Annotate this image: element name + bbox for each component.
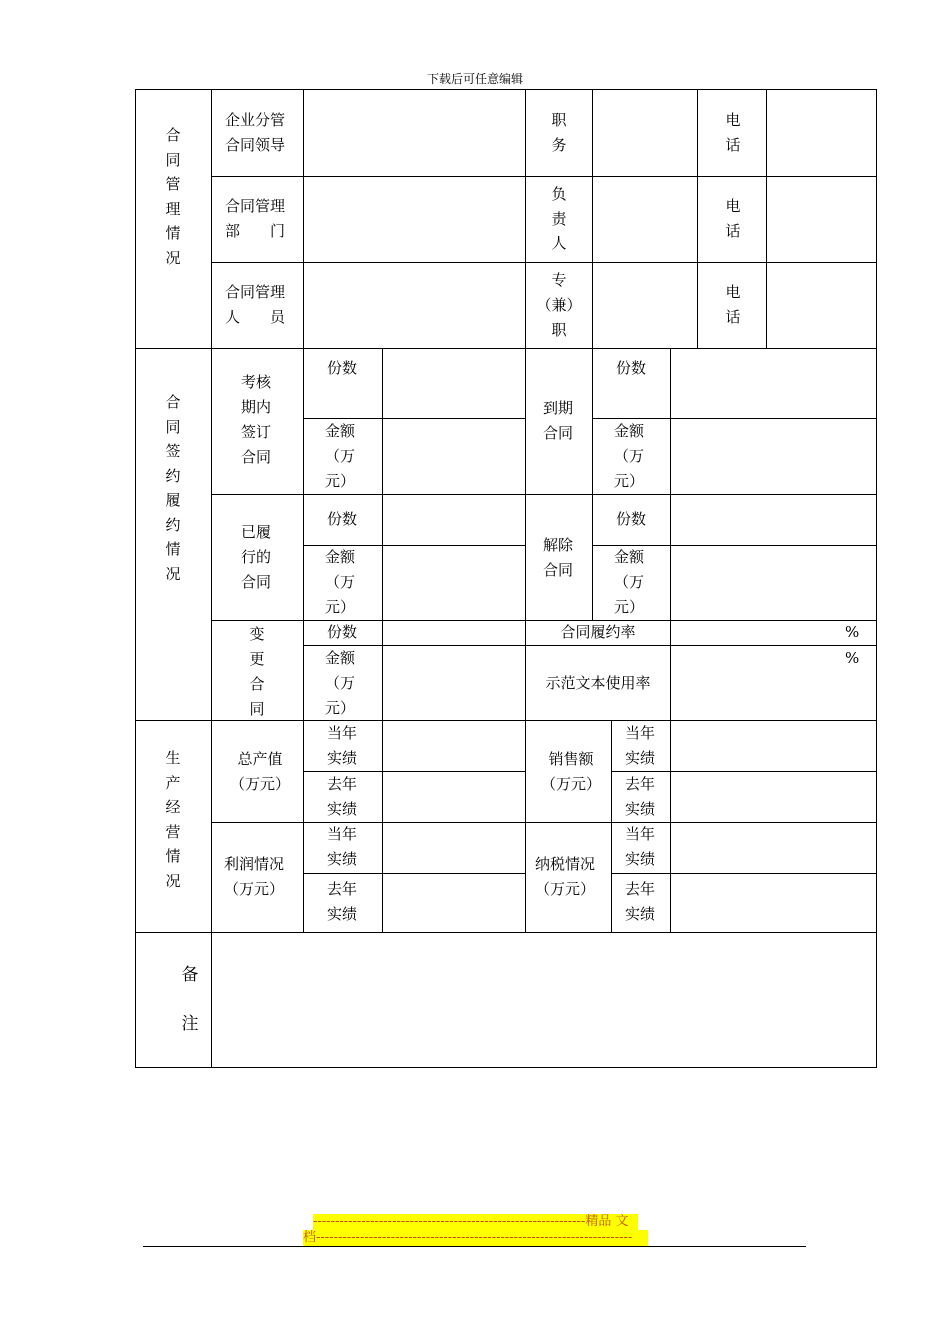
- performed-count-label: 份数: [327, 510, 358, 528]
- header-note: 下载后可任意编辑: [426, 72, 523, 86]
- mgmt-row1-mid: 职 务: [551, 111, 567, 154]
- period-count-label: 份数: [327, 359, 358, 377]
- sales-last-label: 去年 实绩: [625, 775, 656, 818]
- terminated-count-label: 份数: [616, 510, 647, 528]
- terminated-count-value[interactable]: [670, 494, 877, 546]
- sign-section-label: 合 同 签 约 履 约 情 况: [165, 393, 181, 583]
- footer-line-1: --------------------------------------------------------------精品 文: [313, 1214, 638, 1230]
- changed-label: 变 更 合 同: [249, 625, 265, 718]
- performed-count-value[interactable]: [382, 494, 526, 546]
- period-signed-label: 考核 期内 签订 合同: [241, 373, 272, 466]
- mgmt-row1-phone-value[interactable]: [766, 89, 877, 177]
- profit-this-value[interactable]: [382, 822, 526, 874]
- profit-this-label: 当年 实绩: [327, 825, 358, 868]
- mgmt-row2-mid: 负 责 人: [551, 185, 567, 252]
- period-count-value[interactable]: [382, 348, 526, 419]
- footer-line-2: 档------------------------------------------------------------------------: [303, 1230, 648, 1246]
- expired-amount-value[interactable]: [670, 418, 877, 495]
- changed-count-label: 份数: [327, 623, 358, 641]
- expired-count-value[interactable]: [670, 348, 877, 419]
- output-last-label: 去年 实绩: [327, 775, 358, 818]
- performed-amount-label: 金额 （万 元）: [325, 548, 356, 616]
- mgmt-row2-label: 合同管理 部 门: [225, 197, 286, 240]
- mgmt-row1-value[interactable]: [303, 89, 526, 177]
- performed-amount-value[interactable]: [382, 545, 526, 621]
- template-rate-label: 示范文本使用率: [545, 674, 651, 692]
- terminated-label: 解除 合同: [543, 536, 574, 579]
- expired-amount-label: 金额 （万 元）: [614, 422, 645, 490]
- remarks-label-cell: [135, 932, 212, 1068]
- profit-last-label: 去年 实绩: [327, 880, 358, 923]
- mgmt-row2-phone: 电 话: [725, 197, 741, 240]
- mgmt-row2-mid-value[interactable]: [592, 176, 698, 263]
- mgmt-row3-label: 合同管理 人 员: [225, 283, 286, 326]
- mgmt-row3-value[interactable]: [303, 262, 526, 349]
- changed-amount-label: 金额 （万 元）: [325, 649, 356, 717]
- output-label: 总产值 （万元）: [230, 750, 291, 793]
- template-rate-percent: %: [845, 649, 860, 667]
- output-last-value[interactable]: [382, 771, 526, 823]
- tax-label: 纳税情况 （万元）: [535, 855, 596, 898]
- sales-this-value[interactable]: [670, 720, 877, 772]
- terminated-amount-value[interactable]: [670, 545, 877, 621]
- mgmt-row1-mid-value[interactable]: [592, 89, 698, 177]
- output-this-value[interactable]: [382, 720, 526, 772]
- expired-label: 到期 合同: [543, 399, 574, 442]
- mgmt-row1-phone: 电 话: [725, 111, 741, 154]
- remarks-label: 备 注: [181, 965, 199, 1034]
- tax-last-label: 去年 实绩: [625, 880, 656, 923]
- output-this-label: 当年 实绩: [327, 724, 358, 767]
- mgmt-row1-label: 企业分管 合同领导: [225, 111, 286, 154]
- sales-label: 销售额 （万元）: [541, 750, 602, 793]
- footer-rule: [143, 1246, 806, 1247]
- remarks-field[interactable]: [211, 932, 877, 1068]
- tax-this-value[interactable]: [670, 822, 877, 874]
- performed-label: 已履 行的 合同: [241, 523, 272, 591]
- period-amount-value[interactable]: [382, 418, 526, 495]
- mgmt-row3-phone: 电 话: [725, 283, 741, 326]
- terminated-amount-label: 金额 （万 元）: [614, 548, 645, 616]
- sales-last-value[interactable]: [670, 771, 877, 823]
- changed-count-value[interactable]: [382, 620, 526, 646]
- profit-label: 利润情况 （万元）: [224, 855, 285, 898]
- mgmt-row3-phone-value[interactable]: [766, 262, 877, 349]
- mgmt-row3-mid: 专 （兼） 职: [536, 271, 582, 339]
- mgmt-row2-value[interactable]: [303, 176, 526, 263]
- sales-this-label: 当年 实绩: [625, 724, 656, 767]
- prod-section-label: 生 产 经 营 情 况: [165, 749, 181, 890]
- expired-count-label: 份数: [616, 359, 647, 377]
- perform-rate-percent: %: [845, 623, 860, 641]
- profit-last-value[interactable]: [382, 873, 526, 933]
- mgmt-section-label: 合 同 管 理 情 况: [165, 126, 181, 267]
- mgmt-row3-mid-value[interactable]: [592, 262, 698, 349]
- perform-rate-label: 合同履约率: [560, 623, 636, 641]
- tax-this-label: 当年 实绩: [625, 825, 656, 868]
- mgmt-row2-phone-value[interactable]: [766, 176, 877, 263]
- changed-amount-value[interactable]: [382, 645, 526, 721]
- tax-last-value[interactable]: [670, 873, 877, 933]
- period-amount-label: 金额 （万 元）: [325, 422, 356, 490]
